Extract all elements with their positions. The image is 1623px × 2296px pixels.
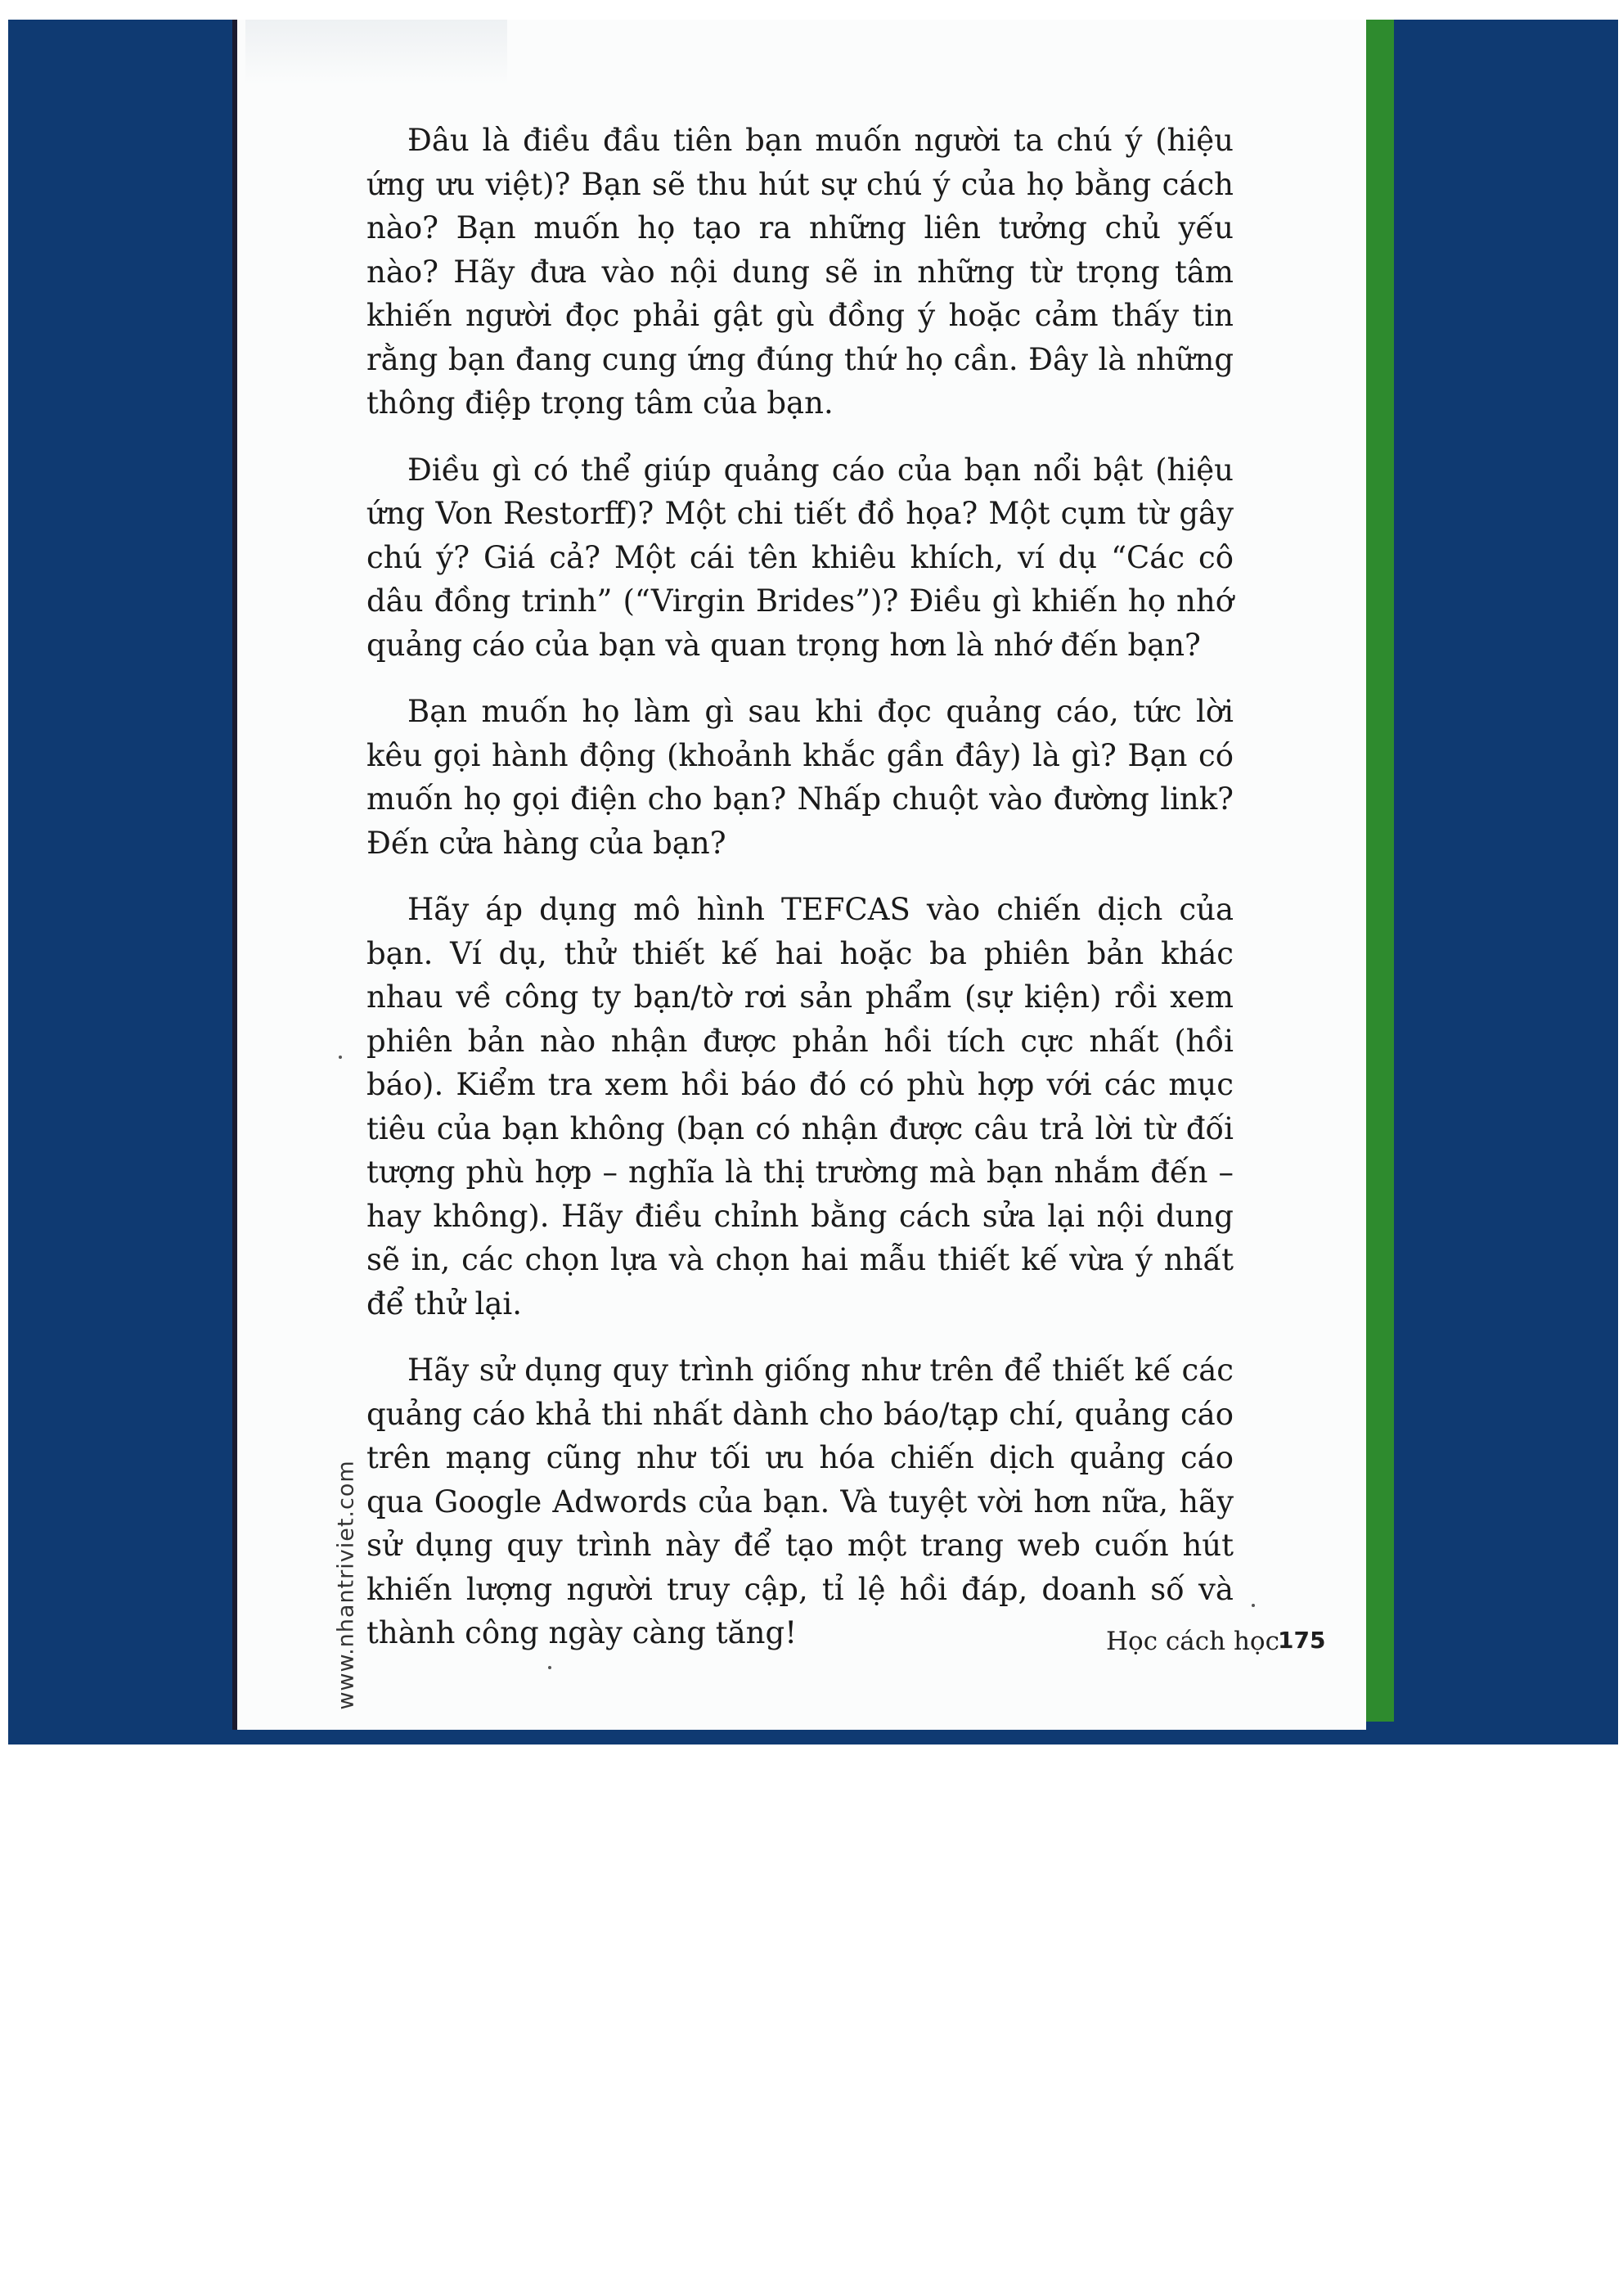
page-number: 175: [1278, 1627, 1326, 1654]
page-shadow: [245, 20, 507, 85]
scan-speck: [548, 1666, 551, 1669]
page-body: [366, 119, 1234, 1678]
publisher-url: www.nhantriviet.com: [333, 1460, 359, 1710]
scan-speck: [1252, 1604, 1255, 1607]
paragraph-3: Bạn muốn họ làm gì sau khi đọc quảng cáo, tức lời kêu gọi hành động (khoảnh khắc gần đây) là gì? Bạn có muốn họ gọi điện cho bạn? Nhấp chuột vào đường link? Đến cửa hàng của bạn?: [366, 694, 1234, 861]
paragraph-4: Hãy áp dụng mô hình TEFCAS vào chiến dịch của bạn. Ví dụ, thử thiết kế hai hoặc ba phiên bản khác nhau về công ty bạn/tờ rơi sản phẩm (sự kiện) rồi xem phiên bản nào nhận được phản hồi tích cực nhất (hồi báo). Kiểm tra xem hồi báo đó có phù hợp với các mục tiêu của bạn không (bạn có nhận được câu trả lời từ đối tượng phù hợp – nghĩa là thị trường mà bạn nhắm đến – hay không). Hãy điều chỉnh bằng cách sửa lại nội dung sẽ in, các chọn lựa và chọn hai mẫu thiết kế vừa ý nhất để thử lại.: [366, 892, 1234, 1321]
scan-speck: [339, 1056, 342, 1059]
running-footer-title: Học cách học: [1106, 1627, 1279, 1656]
paragraph-2: Điều gì có thể giúp quảng cáo của bạn nổi bật (hiệu ứng Von Restorff)? Một chi tiết đồ họa? Một cụm từ gây chú ý? Giá cả? Một cái tên khiêu khích, ví dụ “Các cô dâu đồng trinh” (“Virgin Brides”)? Điều gì khiến họ nhớ quảng cáo của bạn và quan trọng hơn là nhớ đến bạn?: [366, 452, 1234, 663]
paragraph-5: Hãy sử dụng quy trình giống như trên để thiết kế các quảng cáo khả thi nhất dành cho báo/tạp chí, quảng cáo trên mạng cũng như tối ưu hóa chiến dịch quảng cáo qua Google Adwords của bạn. Và tuyệt vời hơn nữa, hãy sử dụng quy trình này để tạo một trang web cuốn hút khiến lượng người truy cập, tỉ lệ hồi đáp, doanh số và thành công ngày càng tăng!: [366, 1353, 1234, 1650]
paragraph-1: Đâu là điều đầu tiên bạn muốn người ta chú ý (hiệu ứng ưu việt)? Bạn sẽ thu hút sự chú ý của họ bằng cách nào? Bạn muốn họ tạo ra những liên tưởng chủ yếu nào? Hãy đưa vào nội dung sẽ in những từ trọng tâm khiến người đọc phải gật gù đồng ý hoặc cảm thấy tin rằng bạn đang cung ứng đúng thứ họ cần. Đây là những thông điệp trọng tâm của bạn.: [366, 123, 1234, 421]
